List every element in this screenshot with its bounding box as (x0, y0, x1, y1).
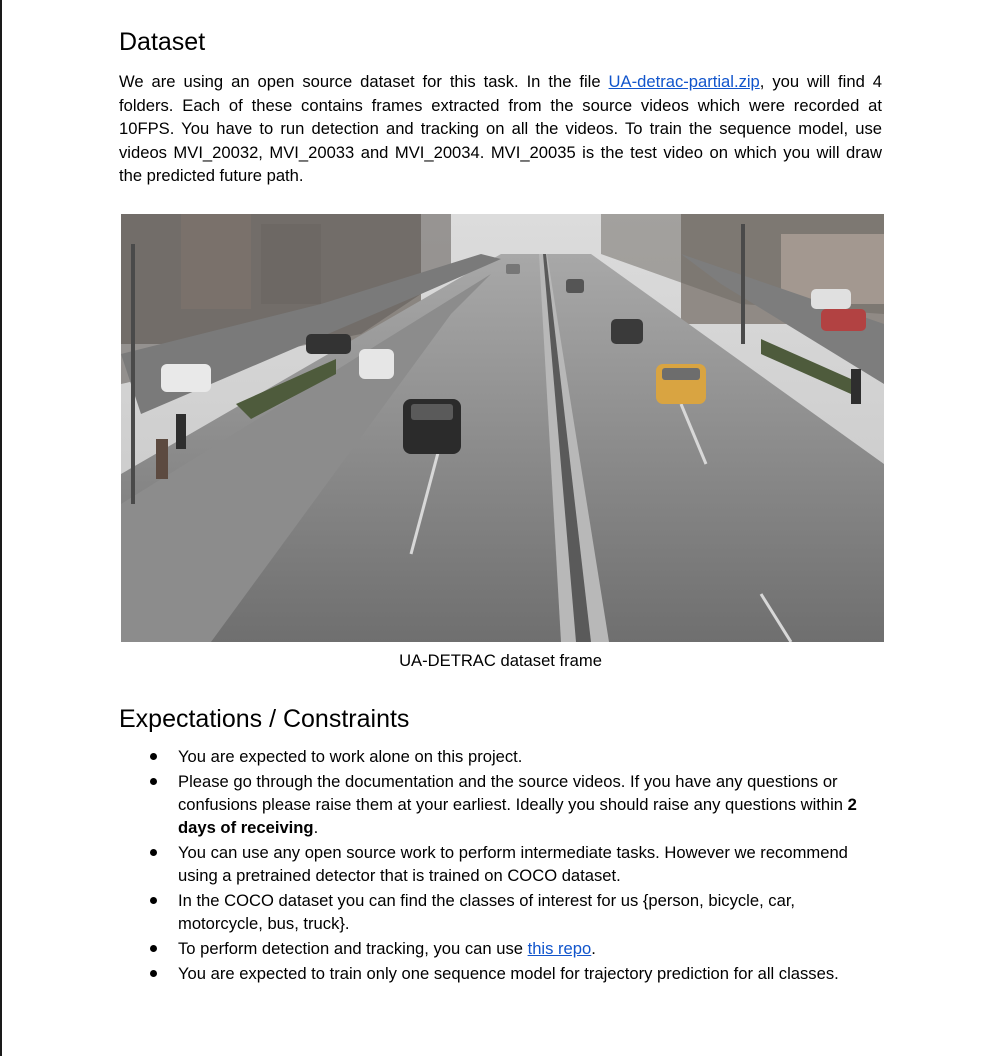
figure-caption: UA-DETRAC dataset frame (399, 651, 602, 670)
intro-text-part2: , you will find 4 folders. Each of these contains frames extracted from the source videos which were recorded at 10FPS. You have to run detection and tracking on all the videos. To train the sequence model, use videos MVI_20032, MVI_20033 and MVI_20034. MVI_20035 is the test video on which you will draw the predicted future path. (119, 72, 882, 186)
intro-paragraph (119, 70, 882, 188)
list-item (119, 770, 878, 840)
list-item-text: You can use any open source work to perform intermediate tasks. However we recommend using a pretrained detector that is trained on COCO dataset. (178, 843, 848, 886)
list-item (119, 745, 878, 768)
list-item-text-end: . (591, 939, 596, 958)
traffic-road-photo (121, 214, 884, 642)
intro-text-part1: We are using an open source dataset for this task. In the file (119, 72, 609, 91)
list-item-text: To perform detection and tracking, you can use (178, 939, 528, 958)
dataset-heading: Dataset (119, 28, 206, 56)
list-item (119, 841, 878, 888)
list-item (119, 962, 878, 985)
dataset-zip-link[interactable]: UA-detrac-partial.zip (608, 72, 760, 91)
bullet-icon (150, 778, 157, 785)
dataset-frame-figure (121, 214, 884, 642)
list-item-bold-text: 2 days of receiving (178, 795, 857, 838)
list-item (119, 937, 878, 960)
bullet-icon (150, 849, 157, 856)
expectations-list (119, 745, 879, 986)
bullet-icon (150, 753, 157, 760)
bullet-icon (150, 970, 157, 977)
list-item-text: You are expected to work alone on this project. (178, 747, 523, 766)
bullet-icon (150, 945, 157, 952)
list-item (119, 889, 878, 936)
expectations-heading: Expectations / Constraints (119, 705, 410, 733)
list-item-text: You are expected to train only one sequence model for trajectory prediction for all classes. (178, 963, 839, 983)
page-left-edge (0, 0, 2, 1056)
list-item-text: Please go through the documentation and the source videos. If you have any questions or confusions please raise them at your earliest. Ideally you should raise any questions within (178, 771, 848, 814)
list-item-text: In the COCO dataset you can find the classes of interest for us {person, bicycle, car, motorcycle, bus, truck}. (178, 891, 796, 934)
bullet-icon (150, 897, 157, 904)
repo-link[interactable]: this repo (527, 939, 592, 958)
list-item-text-end: . (313, 818, 319, 838)
